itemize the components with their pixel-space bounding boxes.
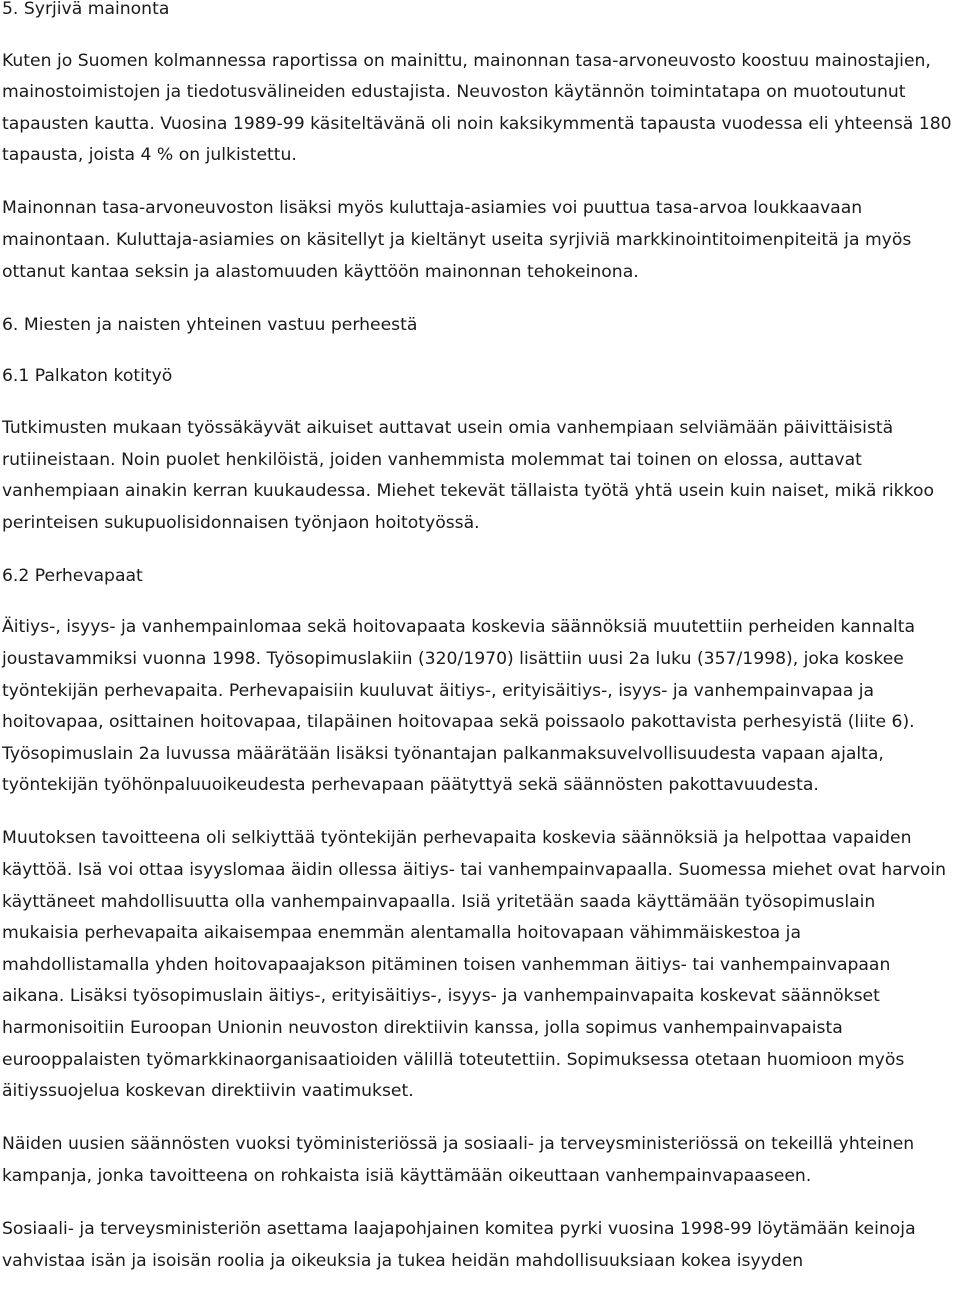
section-heading-6-1: 6.1 Palkaton kotityö — [2, 366, 173, 387]
document-page — [2, 0, 952, 1277]
paragraph-5-2: Mainonnan tasa-arvoneuvoston lisäksi myös kuluttaja-asiamies voi puuttua tasa-arvoa loukkaavaan mainontaan. Kuluttaja-asiamies on käsitellyt ja kieltänyt useita syrjiviä markkinointitoimenpiteitä ja myös ottanut kantaa seksin ja alastomuuden käyttöön mainonnan tehokeinona. — [2, 198, 912, 282]
paragraph-5-1: Kuten jo Suomen kolmannessa raportissa on mainittu, mainonnan tasa-arvoneuvosto koostuu mainostajien, mainostoimistojen ja tiedotusvälineiden edustajista. Neuvoston käytännön toimintatapa on muotoutunut tapausten kautta. Vuosina 1989-99 käsiteltävänä oli noin kaksikymmentä tapausta vuodessa eli yhteensä 180 tapausta, joista 4 % on julkistettu. — [2, 50, 952, 166]
paragraph-6-2-3: Näiden uusien säännösten vuoksi työministeriössä ja sosiaali- ja terveysministeriössä on tekeillä yhteinen kampanja, jonka tavoitteena on rohkaista isiä käyttämään oikeuttaan vanhempainvapaaseen. — [2, 1134, 915, 1186]
paragraph-6-1-1: Tutkimusten mukaan työssäkäyvät aikuiset auttavat usein omia vanhempiaan selviämään päivittäisistä rutiineistaan. Noin puolet henkilöistä, joiden vanhemmista molemmat tai toinen on elossa, auttavat vanhempiaan ainakin kerran kuukaudessa. Miehet tekevät tällaista työtä yhtä usein kuin naiset, mikä rikkoo perinteisen sukupuolisidonnaisen työnjaon hoitotyössä. — [2, 417, 934, 533]
section-heading-6: 6. Miesten ja naisten yhteinen vastuu perheestä — [2, 314, 418, 335]
paragraph-6-2-1: Äitiys-, isyys- ja vanhempainlomaa sekä hoitovapaata koskevia säännöksiä muutettiin perheiden kannalta joustavammiksi vuonna 1998. Työsopimuslakiin (320/1970) lisättiin uusi 2a luku (357/1998), joka koskee työntekijän perhevapaita. Perhevapaisiin kuuluvat äitiys-, erityisäitiys-, isyys- ja vanhempainvapaa ja hoitovapaa, osittainen hoitovapaa, tilapäinen hoitovapaa sekä poissaolo pakottavista perhesyistä (liite 6). Työsopimuslain 2a luvussa määrätään lisäksi työnantajan palkanmaksuvelvollisuudesta vapaan ajalta, työntekijän työhönpaluuoikeudesta perhevapaan päätyttyä sekä säännösten pakottavuudesta. — [2, 617, 916, 796]
section-heading-6-2: 6.2 Perhevapaat — [2, 565, 143, 586]
paragraph-6-2-2: Muutoksen tavoitteena oli selkiyttää työntekijän perhevapaita koskevia säännöksiä ja helpottaa vapaiden käyttöä. Isä voi ottaa isyyslomaa äidin ollessa äitiys- tai vanhempainvapaalla. Suomessa miehet ovat harvoin käyttäneet mahdollisuutta olla vanhempainvapaalla. Isiä yritetään saada käyttämään työsopimuslain mukaisia perhevapaita aikaisempaa enemmän alentamalla hoitovapaan vähimmäiskestoa ja mahdollistamalla yhden hoitovapaajakson pitäminen toisen vanhemman äitiys- tai vanhempainvapaan aikana. Lisäksi työsopimuslain äitiys-, erityisäitiys-, isyys- ja vanhempainvapaita koskevat säännökset harmonisoitiin Euroopan Unionin neuvoston direktiivin kanssa, jolla sopimus vanhempainvapaista eurooppalaisten työmarkkinaorganisaatioiden välillä toteutettiin. Sopimuksessa otetaan huomioon myös äitiyssuojelua koskevan direktiivin vaatimukset. — [2, 828, 947, 1102]
section-heading-5: 5. Syrjivä mainonta — [2, 0, 170, 19]
paragraph-6-2-4: Sosiaali- ja terveysministeriön asettama laajapohjainen komitea pyrki vuosina 1998-99 löytämään keinoja vahvistaa isän ja isoisän roolia ja oikeuksia ja tukea heidän mahdollisuuksiaan kokea isyyden — [2, 1219, 916, 1271]
